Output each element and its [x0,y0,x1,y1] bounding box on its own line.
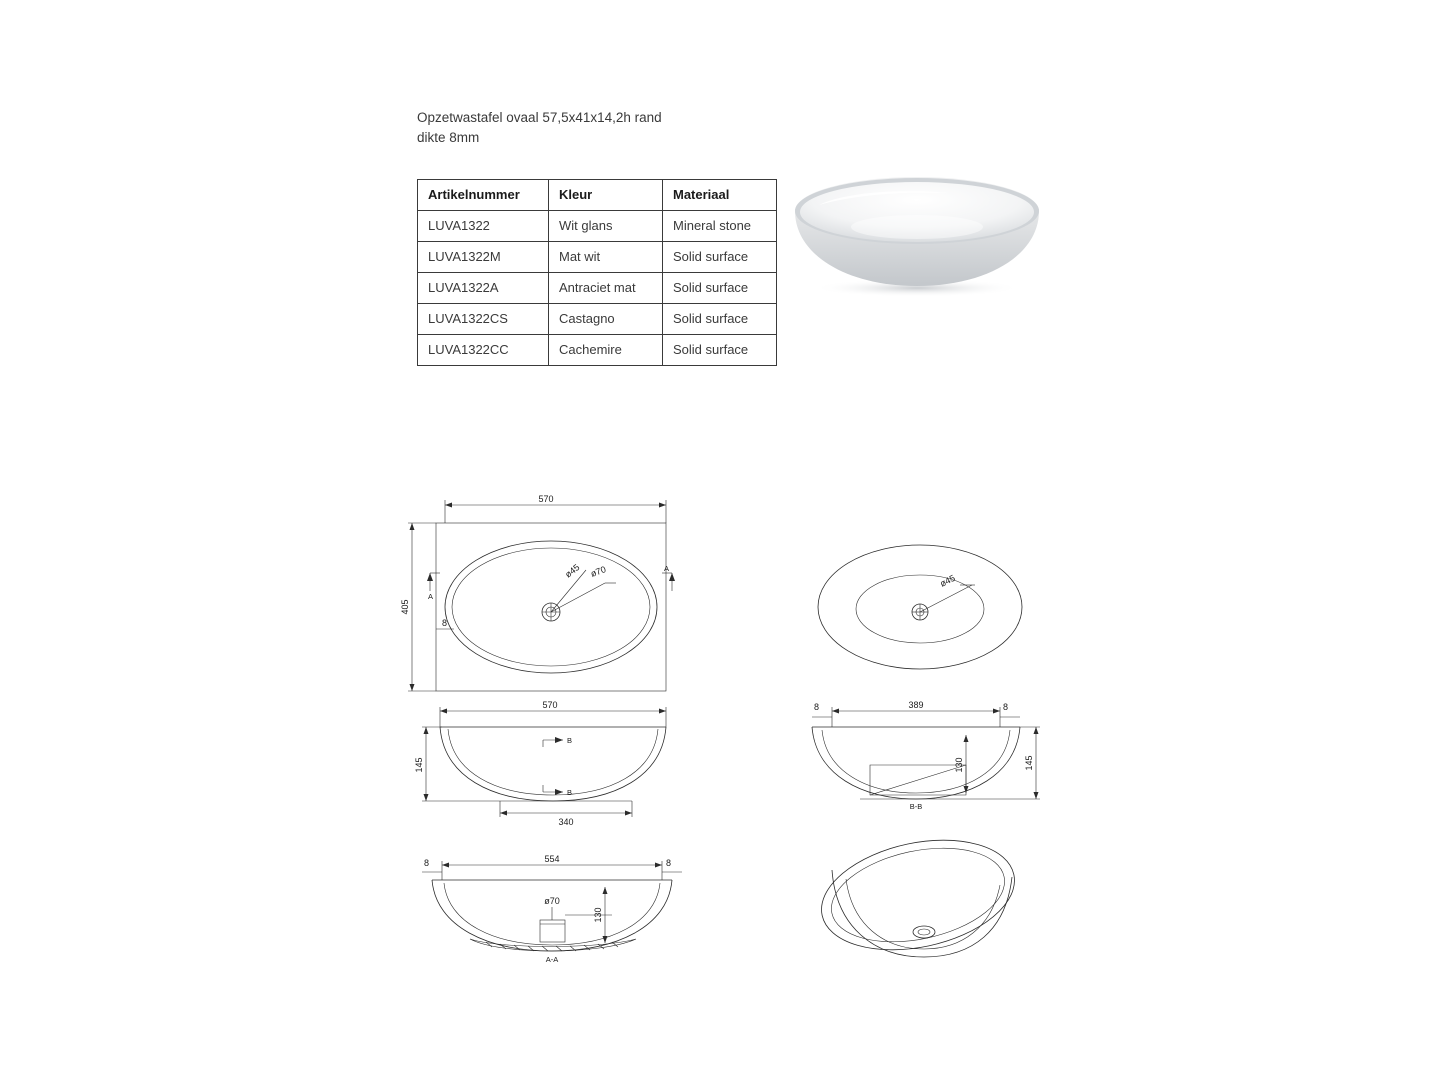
drawing-top-view [400,495,675,691]
label-height-145-front: 145 [414,757,424,773]
cell-materiaal: Solid surface [663,273,777,304]
cell-kleur: Wit glans [549,211,663,242]
table-header-row [418,180,777,211]
specification-table [417,179,777,366]
technical-drawing-svg [400,495,1060,995]
label-rim-8-aa-right: 8 [666,858,672,868]
technical-drawings [400,495,1060,995]
label-width-570-front: 570 [542,700,558,710]
cell-artikelnummer: LUVA1322 [418,211,549,242]
column-header-kleur: Kleur [549,180,663,211]
cell-artikelnummer: LUVA1322M [418,242,549,273]
cell-kleur: Antraciet mat [549,273,663,304]
product-description [417,108,777,148]
label-drain-inner-top2: ø45 [938,572,957,589]
label-inner-depth-130-aa: 130 [593,907,603,923]
label-section-b-top: B [567,736,573,745]
label-drain-70-aa: ø70 [544,896,560,906]
label-section-b-bottom: B [567,788,573,797]
label-height-145-side: 145 [1024,755,1034,771]
label-rim-8-side-right: 8 [1003,702,1009,712]
cell-artikelnummer: LUVA1322CC [418,335,549,366]
cell-materiaal: Solid surface [663,304,777,335]
product-photo [789,175,1045,300]
label-rim-8-aa-left: 8 [424,858,430,868]
column-header-materiaal: Materiaal [663,180,777,211]
label-section-aa: A-A [545,955,559,964]
table-row [418,304,777,335]
label-rim-8-top: 8 [442,618,448,628]
label-drain-inner-top: ø45 [563,562,582,580]
label-base-340-front: 340 [558,817,574,827]
cell-artikelnummer: LUVA1322CS [418,304,549,335]
label-width-554-aa: 554 [544,854,560,864]
label-width-570-top: 570 [538,495,554,504]
table-row [418,242,777,273]
cell-artikelnummer: LUVA1322A [418,273,549,304]
description-line-2: dikte 8mm [417,130,480,145]
cell-materiaal: Solid surface [663,242,777,273]
cell-kleur: Castagno [549,304,663,335]
label-width-389-side: 389 [908,700,924,710]
label-section-bb: B-B [909,802,923,811]
label-section-a-left: A [428,592,434,601]
label-depth-405-top: 405 [400,599,410,615]
washbasin-photo-svg [789,175,1045,300]
drawing-inner-top-view [818,545,1022,669]
drawing-front-view [414,700,666,827]
table-row [418,273,777,304]
drawing-section-aa [422,854,682,964]
table-row [418,335,777,366]
description-line-1: Opzetwastafel ovaal 57,5x41x14,2h rand [417,110,662,125]
cell-kleur: Mat wit [549,242,663,273]
column-header-artikelnummer: Artikelnummer [418,180,549,211]
drawing-perspective [811,824,1024,966]
cell-materiaal: Solid surface [663,335,777,366]
label-section-a-right: A [664,564,670,573]
label-rim-8-side-left: 8 [814,702,820,712]
table-row [418,211,777,242]
cell-materiaal: Mineral stone [663,211,777,242]
drawing-side-section-bb [812,700,1040,811]
label-inner-depth-130-side: 130 [954,757,964,773]
label-drain-outer-top: ø70 [589,564,608,579]
cell-kleur: Cachemire [549,335,663,366]
